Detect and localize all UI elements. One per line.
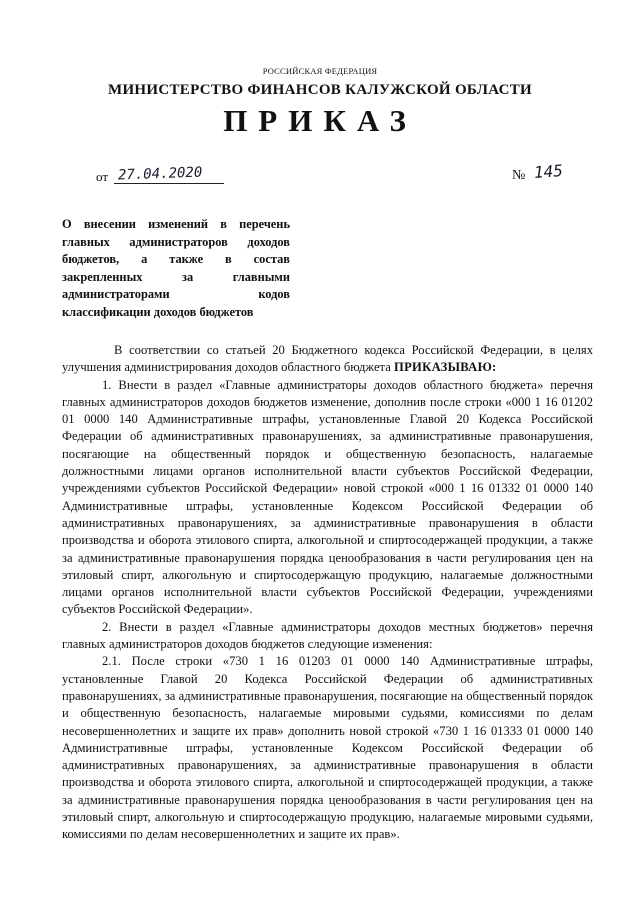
- paragraph-1: 1. Внести в раздел «Главные администраторы доходов областного бюджета» перечня главных администраторов доходов бюджетов изменение, дополнив после строки «000 1 16 01202 01 0000 140 Административные штрафы, установленные Главой 20 Кодекса Российской Федерации об административных правонарушениях, за административные правонарушения, посягающие на общественный порядок и общественную безопасность, налагаемые должностными лицами органов исполнительной власти субъектов Российской Федерации, учреждениями субъектов Российской Федерации» новой строкой «000 1 16 01332 01 0000 140 Административные штрафы, установленные Кодексом Российской Федерации об административных правонарушениях, за административные правонарушения в области производства и оборота этилового спирта, алкогольной и спиртосодержащей продукции, а также за административные правонарушения порядка ценообразования в части регулирования цен на этиловый спирт, алкогольную и спиртосодержащую продукцию, налагаемые должностными лицами органов исполнительной власти субъектов Российской Федерации, учреждениями субъектов Российской Федерации».: [62, 377, 593, 617]
- number-prefix: №: [512, 168, 526, 183]
- document-title: ПРИКАЗ: [223, 103, 417, 138]
- handwritten-number: 145: [533, 161, 564, 182]
- date-field: [96, 166, 226, 188]
- ministry-name: МИНИСТЕРСТВО ФИНАНСОВ КАЛУЖСКОЙ ОБЛАСТИ: [107, 82, 533, 98]
- date-prefix: от: [96, 169, 109, 184]
- order-body: [62, 342, 593, 844]
- date-underline: [114, 183, 224, 184]
- intro-text: В соответствии со статьей 20 Бюджетного кодекса Российской Федерации, в целях улучшения администрирования доходов областного бюджета: [62, 343, 593, 375]
- number-field: [512, 161, 582, 186]
- decree-word: ПРИКАЗЫВАЮ:: [393, 360, 497, 375]
- intro-paragraph: [62, 342, 593, 377]
- paragraph-2: 2. Внести в раздел «Главные администраторы доходов местных бюджетов» перечня главных администраторов доходов бюджетов следующие изменения:: [62, 619, 593, 652]
- federation-label: РОССИЙСКАЯ ФЕДЕРАЦИЯ: [262, 66, 378, 76]
- order-subject: О внесении изменений в перечень главных администраторов доходов бюджетов, а также в состав закрепленных за главными администраторами кодов классификации доходов бюджетов: [62, 217, 290, 319]
- paragraph-2-1: 2.1. После строки «730 1 16 01203 01 0000 140 Административные штрафы, установленные Главой 20 Кодекса Российской Федерации об административных правонарушениях, за административные правонарушения, посягающие на общественный порядок и общественную безопасность, налагаемые мировыми судьями, комиссиями по делам несовершеннолетних и защите их прав» дополнить новой строкой «730 1 16 01333 01 0000 140 Административные штрафы, установленные Кодексом Российской Федерации об административных правонарушениях, за административные правонарушения в области производства и оборота этилового спирта, алкогольной и спиртосодержащей продукции, а также за административные правонарушения порядка ценообразования в части регулирования цен на этиловый спирт, алкогольную и спиртосодержащую продукцию, налагаемые мировыми судьями, комиссиями по делам несовершеннолетних и защите их прав».: [62, 654, 593, 842]
- handwritten-date: 27.04.2020: [117, 164, 203, 184]
